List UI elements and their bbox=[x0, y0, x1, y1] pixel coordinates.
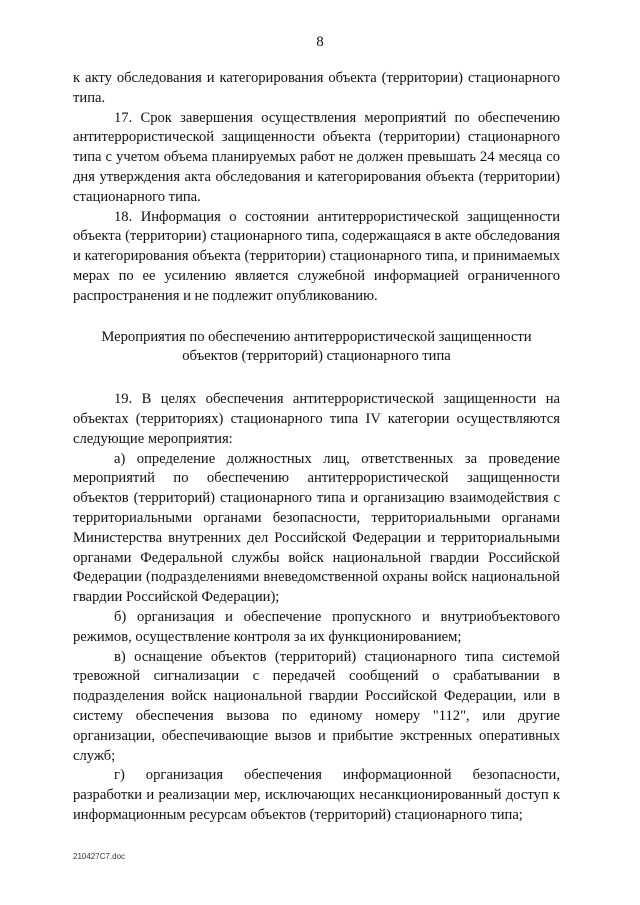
document-body bbox=[73, 69, 560, 826]
page-number: 8 bbox=[316, 34, 324, 50]
list-item-v: в) оснащение объектов (территорий) стационарного типа системой тревожной сигнализации с передачей сообщений о срабатывании в подразделения войск национальной гвардии Российской Федерации, или в систему обеспечения вызова по единому номеру "112", или другие организации, обеспечивающие вызов и прибытие экстренных оперативных служб; bbox=[73, 648, 560, 764]
list-item-g: г) организация обеспечения информационной безопасности, разработки и реализации мер, исключающих несанкционированный доступ к информационным ресурсам объектов (территорий) стационарного типа; bbox=[73, 767, 560, 823]
continuation-paragraph: к акту обследования и категорирования объекта (территории) стационарного типа. bbox=[73, 70, 560, 106]
paragraph-17: 17. Срок завершения осуществления мероприятий по обеспечению антитеррористической защищенности объекта (территории) стационарного типа с учетом объема планируемых работ не должен превышать 24 месяца со дня утверждения акта обследования и категорирования объекта (территории) стационарного типа. bbox=[73, 109, 560, 205]
paragraph-18: 18. Информация о состоянии антитеррористической защищенности объекта (территории) стационарного типа, содержащаяся в акте обследования и категорирования объекта (территории) стационарного типа, и принимаемых мерах по ее усилению является служебной информацией ограниченного распространения и не подлежит опубликованию. bbox=[73, 208, 560, 304]
section-heading: Мероприятия по обеспечению антитеррористической защищенности объектов (территорий) стационарного типа bbox=[101, 328, 532, 365]
list-item-a: а) определение должностных лиц, ответственных за проведение мероприятий по обеспечению антитеррористической защищенности объектов (территорий) стационарного типа и организацию взаимодействия с территориальными органами безопасности, территориальными органами Министерства внутренних дел Российской Федерации и территориальными органами Федеральной службы войск национальной гвардии Российской Федерации (подразделениями вневедомственной охраны войск национальной гвардии Российской Федерации); bbox=[73, 450, 560, 606]
list-item-b: б) организация и обеспечение пропускного и внутриобъектового режимов, осуществление контроля за их функционированием; bbox=[73, 608, 560, 645]
document-file-code: 210427C7.doc bbox=[73, 852, 126, 861]
paragraph-19: 19. В целях обеспечения антитеррористической защищенности на объектах (территориях) стационарного типа IV категории осуществляются следующие мероприятия: bbox=[73, 391, 560, 447]
